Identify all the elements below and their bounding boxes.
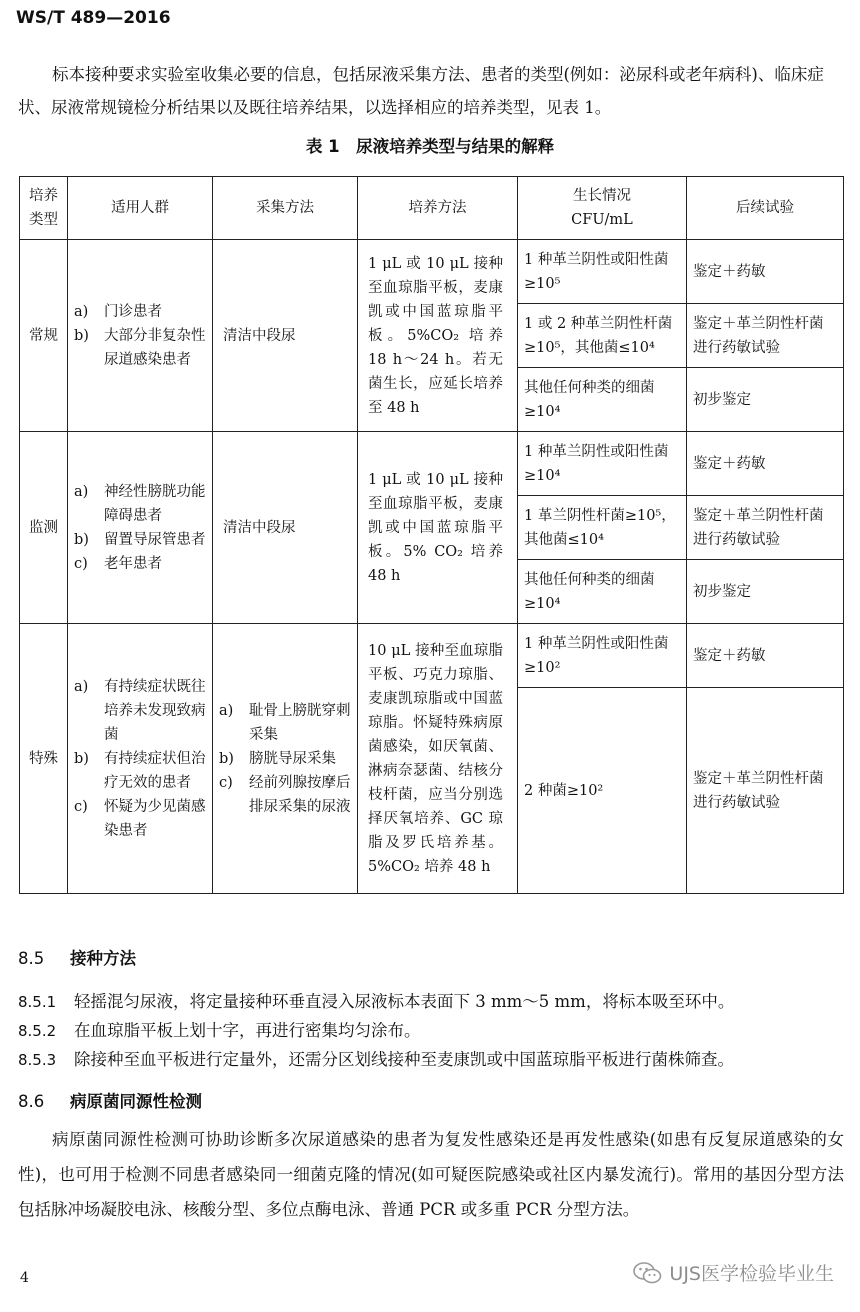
growth-cell: 1 或 2 种革兰阴性杆菌≥10⁵，其他菌≤10⁴ [518, 304, 687, 368]
section-8-5-heading: 8.5 接种方法 [18, 949, 136, 968]
followup-cell: 鉴定＋药敏 [687, 624, 844, 688]
wechat-icon [633, 1261, 663, 1285]
followup-cell: 鉴定＋革兰阴性杆菌进行药敏试验 [687, 496, 844, 560]
method-cell: 1 μL 或 10 μL 接种至血琼脂平板，麦康凯或中国蓝琼脂平板。5% CO₂ 培养 48 h [358, 432, 518, 624]
culture-table [19, 176, 844, 894]
population-cell: a) 门诊患者 b) 大部分非复杂性尿道感染患者 [68, 240, 213, 432]
header-collection: 采集方法 [213, 177, 358, 240]
culture-type: 特殊 [20, 624, 68, 894]
growth-cell: 其他任何种类的细菌≥10⁴ [518, 560, 687, 624]
culture-type: 监测 [20, 432, 68, 624]
header-followup: 后续试验 [687, 177, 844, 240]
table-row [20, 432, 844, 496]
section-8-6-paragraph: 病原菌同源性检测可协助诊断多次尿道感染的患者为复发性感染还是再发性感染(如患有反复尿道感染的女性)，也可用于检测不同患者感染同一细菌克隆的情况(如可疑医院感染或社区内暴发流行)。常用的基因分型方法包括脉冲场凝胶电泳、核酸分型、多位点酶电泳、普通 PCR 或多重 PCR 分型方法。 [18, 1130, 844, 1219]
watermark [633, 1259, 834, 1286]
page-number: 4 [20, 1270, 29, 1286]
followup-cell: 鉴定＋药敏 [687, 240, 844, 304]
table-row [20, 624, 844, 688]
followup-cell: 初步鉴定 [687, 368, 844, 432]
method-cell: 1 μL 或 10 μL 接种至血琼脂平板，麦康凯或中国蓝琼脂平板。5%CO₂ 培养 18 h～24 h。若无菌生长，应延长培养至 48 h [358, 240, 518, 432]
followup-cell: 鉴定＋革兰阴性杆菌进行药敏试验 [687, 688, 844, 894]
followup-cell: 鉴定＋革兰阴性杆菌进行药敏试验 [687, 304, 844, 368]
growth-cell: 2 种菌≥10² [518, 688, 687, 894]
culture-type: 常规 [20, 240, 68, 432]
item-8-5-3: 8.5.3 除接种至血平板进行定量外，还需分区划线接种至麦康凯或中国蓝琼脂平板进行菌株筛查。 [18, 1050, 734, 1069]
collection-cell: a) 耻骨上膀胱穿刺采集 b) 膀胱导尿采集 c) 经前列腺按摩后排尿采集的尿液 [213, 624, 358, 894]
header-population: 适用人群 [68, 177, 213, 240]
growth-cell: 1 种革兰阴性或阳性菌≥10⁴ [518, 432, 687, 496]
growth-cell: 其他任何种类的细菌≥10⁴ [518, 368, 687, 432]
table-row [20, 240, 844, 304]
standard-id: WS/T 489—2016 [16, 8, 171, 28]
header-growth: 生长情况 CFU/mL [518, 177, 687, 240]
item-8-5-2: 8.5.2 在血琼脂平板上划十字，再进行密集均匀涂布。 [18, 1021, 421, 1040]
followup-cell: 鉴定＋药敏 [687, 432, 844, 496]
followup-cell: 初步鉴定 [687, 560, 844, 624]
population-cell: a) 神经性膀胱功能障碍患者 b) 留置导尿管患者 c) 老年患者 [68, 432, 213, 624]
table-header-row [20, 177, 844, 240]
population-cell: a) 有持续症状既往培养未发现致病菌 b) 有持续症状但治疗无效的患者 c) 怀疑为少见菌感染患者 [68, 624, 213, 894]
section-8-6-heading: 8.6 病原菌同源性检测 [18, 1092, 202, 1111]
item-8-5-1: 8.5.1 轻摇混匀尿液，将定量接种环垂直浸入尿液标本表面下 3 mm～5 mm，将标本吸至环中。 [18, 992, 735, 1011]
method-cell: 10 μL 接种至血琼脂平板、巧克力琼脂、麦康凯琼脂或中国蓝琼脂。怀疑特殊病原菌感染，如厌氧菌、淋病奈瑟菌、结核分枝杆菌，应当分别选择厌氧培养、GC 琼脂及罗氏培养基。5%CO₂ 培养 48 h [358, 624, 518, 894]
growth-cell: 1 革兰阴性杆菌≥10⁵，其他菌≤10⁴ [518, 496, 687, 560]
intro-paragraph: 标本接种要求实验室收集必要的信息，包括尿液采集方法、患者的类型(例如：泌尿科或老年病科)、临床症状、尿液常规镜检分析结果以及既往培养结果，以选择相应的培养类型，见表 1。 [18, 65, 824, 117]
growth-cell: 1 种革兰阴性或阳性菌≥10² [518, 624, 687, 688]
watermark-text: UJS医学检验毕业生 [669, 1263, 834, 1285]
collection-cell: 清洁中段尿 [213, 240, 358, 432]
growth-cell: 1 种革兰阴性或阳性菌≥10⁵ [518, 240, 687, 304]
collection-cell: 清洁中段尿 [213, 432, 358, 624]
table-title: 表 1 尿液培养类型与结果的解释 [305, 137, 555, 156]
header-type: 培养 类型 [20, 177, 68, 240]
header-method: 培养方法 [358, 177, 518, 240]
